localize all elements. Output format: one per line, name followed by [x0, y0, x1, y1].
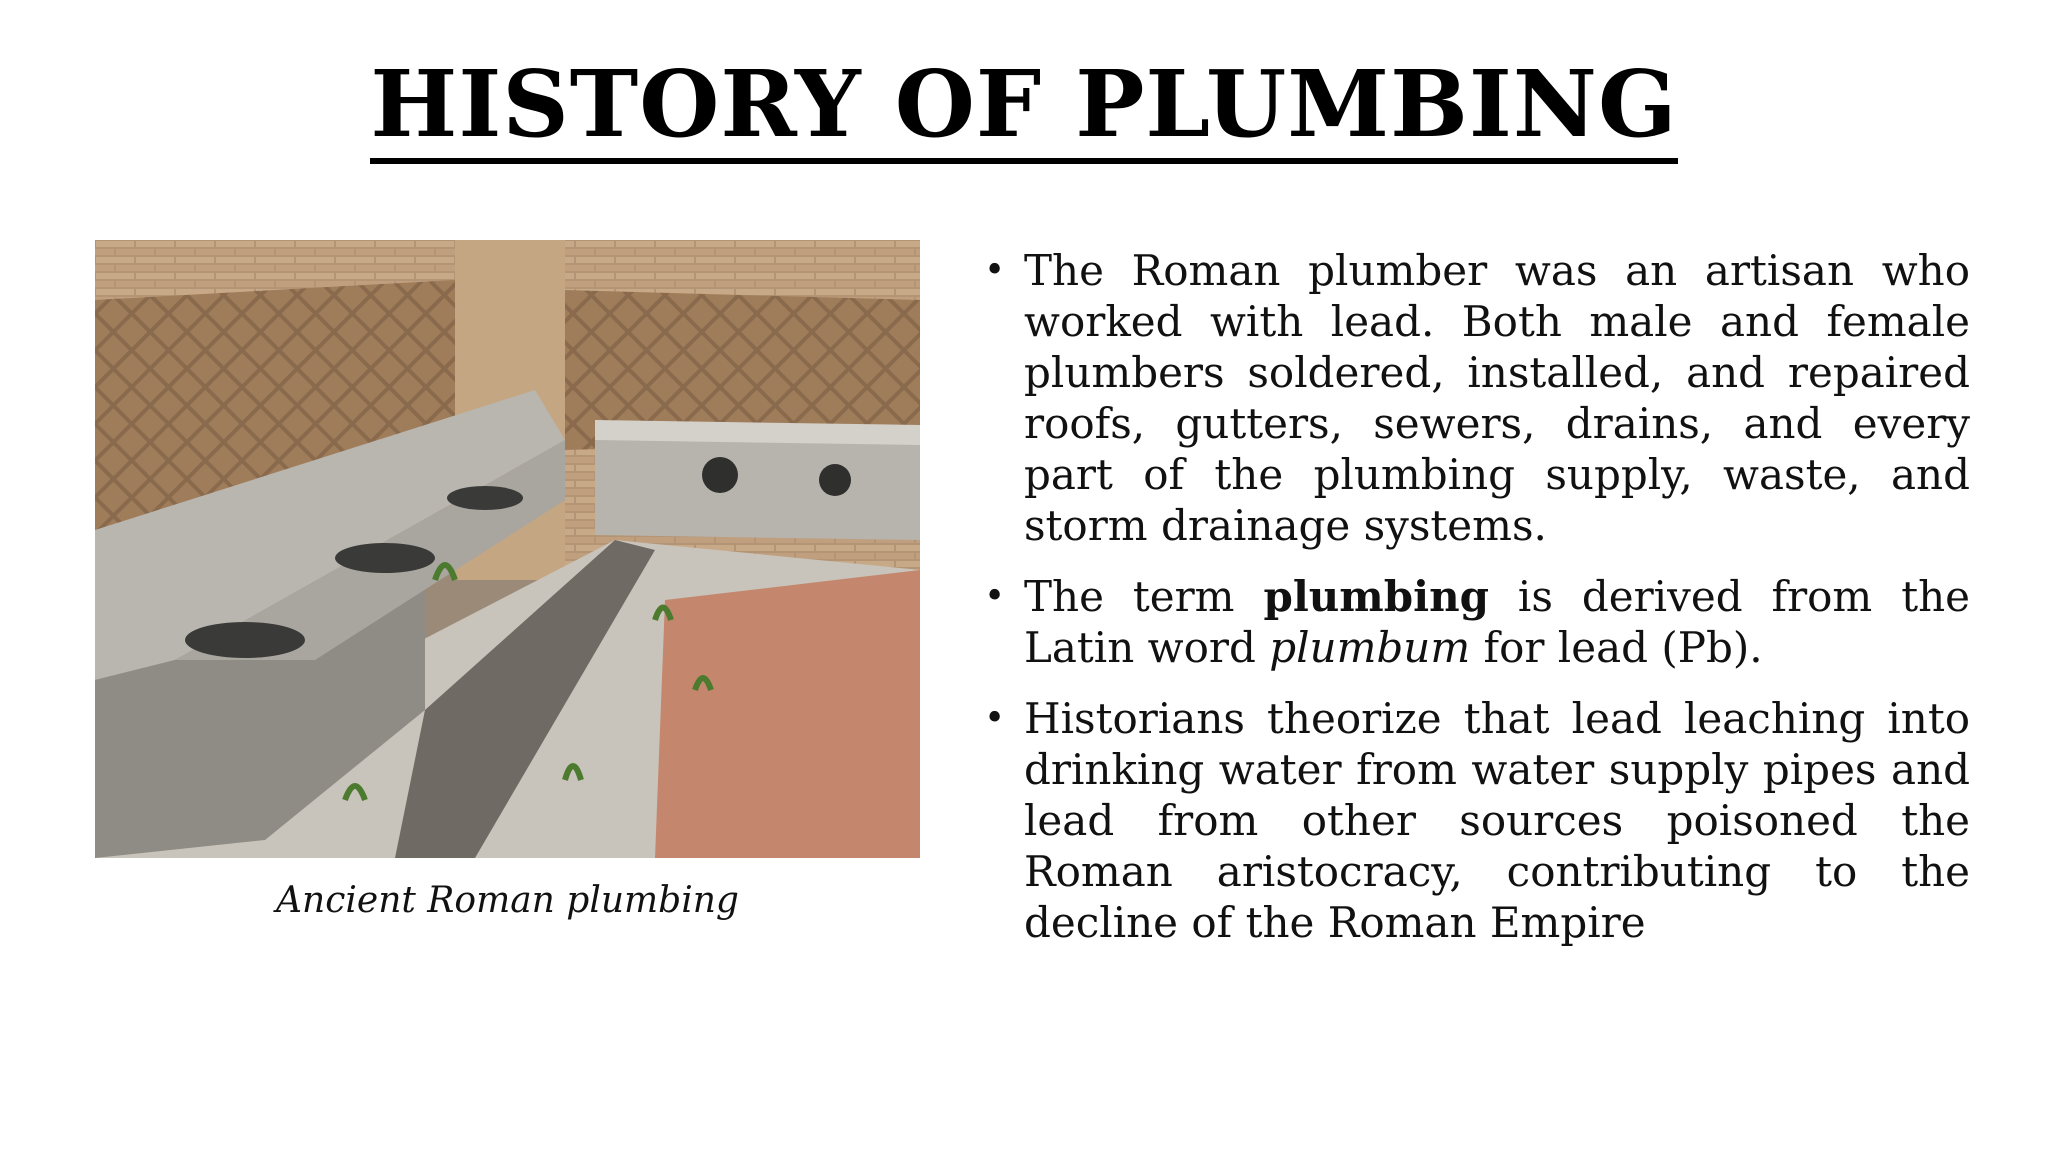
- bullet-text-part: for lead (Pb).: [1470, 623, 1763, 672]
- bullet-list: [980, 245, 1970, 968]
- bullet-text-part: is derived from the Latin word: [1024, 572, 1970, 672]
- slide-title: HISTORY OF PLUMBING: [370, 52, 1677, 164]
- italic-term-plumbum: plumbum: [1269, 623, 1471, 672]
- bullet-text: The Roman plumber was an artisan who worked with lead. Both male and female plumbers soldered, installed, and repaired roofs, gutters, sewers, drains, and every part of the plumbing supply, waste, and storm drainage systems.: [1024, 246, 1970, 550]
- bullet-item-term-plumbing: [980, 571, 1970, 673]
- slide-title-container: [0, 52, 2048, 164]
- bullet-dot: •: [984, 576, 1006, 617]
- bullet-text-part: The term: [1024, 572, 1264, 621]
- bullet-item-roman-plumber: [980, 245, 1970, 551]
- photo-illustration: [95, 240, 920, 858]
- bullet-dot: •: [984, 250, 1006, 291]
- bold-term-plumbing: plumbing: [1263, 572, 1489, 621]
- bullet-dot: •: [984, 698, 1006, 739]
- bullet-text: Historians theorize that lead leaching into drinking water from water supply pipes and lead from other sources poisoned the Roman aristocracy, contributing to the decline of the Roman Empire: [1024, 694, 1970, 947]
- image-caption: Ancient Roman plumbing: [276, 880, 739, 921]
- bullet-item-historians: [980, 693, 1970, 948]
- roman-latrine-photo: [95, 240, 920, 858]
